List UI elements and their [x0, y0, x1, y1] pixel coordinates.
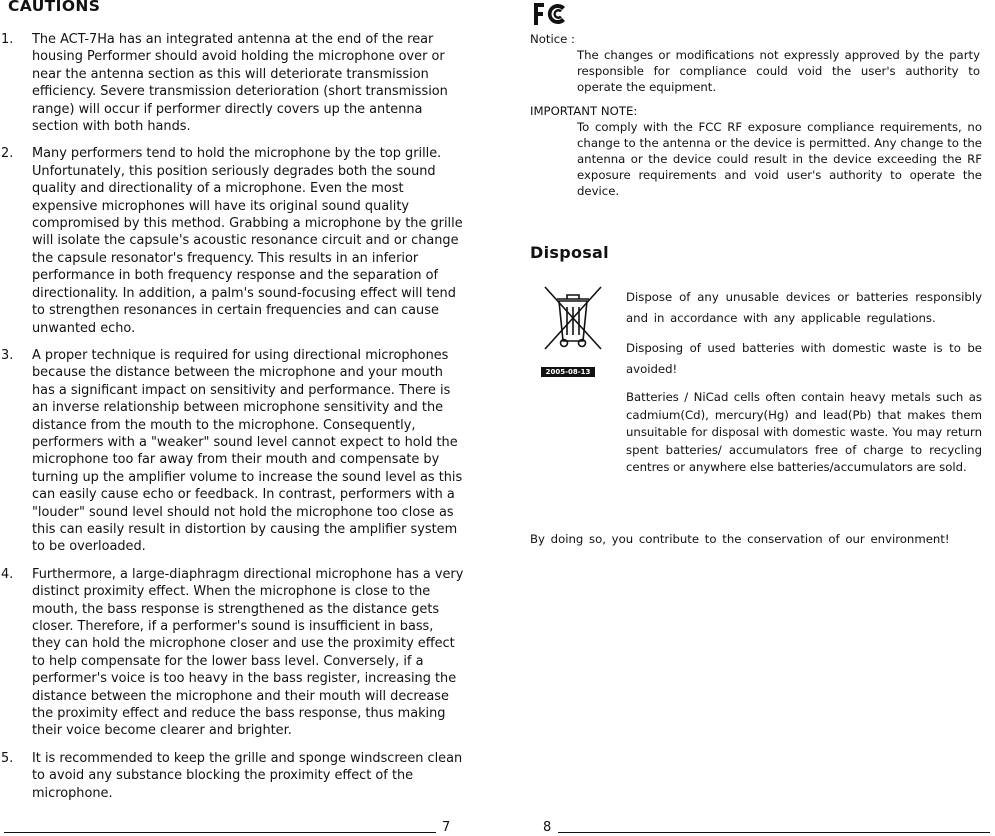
right-page — [528, 0, 995, 836]
left-page — [0, 0, 470, 836]
cautions-list — [0, 31, 466, 812]
fcc-important-note — [530, 103, 982, 199]
caution-text: Furthermore, a large-diaphragm directional microphone has a very distinct proximity effect. When the microphone is close to the mouth, the bass response is strengthened as the distance gets closer. Therefore, if a performer's sound is insufficient in bass, they can hold the microphone closer and use the proximity effect to help compensate for the lower bass level. Conversely, if a performer's voice is too heavy in the bass register, increasing the distance between the microphone and their mouth will decrease the proximity effect and reduce the bass response, thus making their voice become clearer and brighter. — [32, 566, 464, 739]
important-text: To comply with the FCC RF exposure compliance requirements, no change to the antenna or the device is permitted. Any change to the antenna or the device could result in the device exceeding the RF exposure requirements and void user's authority to operate the device. — [577, 120, 982, 198]
disposal-texts — [626, 287, 982, 486]
notice-text: The changes or modifications not expressly approved by the party responsible for compliance could void the user's authority to operate the equipment. — [577, 48, 980, 94]
caution-item — [0, 31, 466, 135]
disposal-paragraph: Batteries / NiCad cells often contain heavy metals such as cadmium(Cd), mercury(Hg) and lead(Pb) that makes them unsuitable for disposal with domestic waste. You may return spent batteries/ accumulators free of charge to recycling centres or anywhere else batteries/accumulators are sold. — [626, 390, 982, 474]
caution-number: 2. — [1, 146, 14, 162]
disposal-paragraph: Disposing of used batteries with domestic waste is to be avoided! — [626, 341, 982, 376]
fcc-notice — [530, 31, 980, 95]
caution-number: 1. — [1, 32, 14, 47]
caution-text: Many performers tend to hold the microphone by the top grille. Unfortunately, this position seriously degrades both the sound quality and directionality of a microphone. Even the most expensive microphones will have its original sound quality compromised by this method. Grabbing a microphone by the grille will isolate the capsule's acoustic resonance circuit and or change the capsule resonator's frequency. This results in an inferior performance in both frequency response and the separation of directionality. In addition, a palm's sound-focusing effect will tend to strengthen resonances in certain frequencies and can cause unwanted echo. — [32, 146, 463, 336]
caution-text: A proper technique is required for using directional microphones because the distance between the microphone and your mouth has a significant impact on sensitivity and performance. There is an inverse relationship between microphone sensitivity and the distance from the mouth to the microphone. Consequently, performers with a "weaker" sound level cannot expect to hold the microphone too far away from their mouth and compensate by turning up the amplifier volume to increase the sound level as this can easily cause echo or feedback. In contrast, performers with a "louder" sound level should not hold the microphone too close as this can easily result in distortion by causing the amplifier system to be overloaded. — [32, 347, 463, 555]
page-number: 8 — [543, 820, 552, 835]
closing-statement: By doing so, you contribute to the conservation of our environment! — [530, 532, 950, 546]
notice-label: Notice : — [530, 32, 575, 46]
footer-rule — [4, 832, 436, 833]
page-number: 7 — [442, 820, 451, 835]
date-badge: 2005-08-13 — [541, 367, 595, 377]
disposal-heading: Disposal — [530, 243, 609, 262]
caution-item — [0, 145, 466, 336]
important-label: IMPORTANT NOTE: — [530, 104, 638, 118]
disposal-paragraph: Dispose of any unusable devices or batteries responsibly and in accordance with any applicable regulations. — [626, 290, 982, 325]
caution-item — [0, 750, 466, 802]
caution-number: 3. — [1, 347, 14, 363]
fcc-logo-icon — [532, 1, 568, 27]
caution-item — [0, 566, 466, 740]
caution-item — [0, 347, 466, 556]
cautions-heading: CAUTIONS — [8, 0, 101, 15]
caution-text: The ACT-7Ha has an integrated antenna at the end of the rear housing Performer should avoid holding the microphone over or near the antenna section as this will deteriorate transmission efficiency. Severe transmission deterioration (short transmission range) will occur if performer directly covers up the antenna section with both hands. — [32, 32, 448, 135]
crossed-out-bin-icon — [540, 281, 606, 353]
caution-text: It is recommended to keep the grille and sponge windscreen clean to avoid any substance blocking the proximity effect of the microphone. — [32, 750, 463, 801]
caution-number: 5. — [1, 750, 14, 766]
footer-rule — [558, 832, 990, 833]
caution-number: 4. — [1, 566, 14, 582]
